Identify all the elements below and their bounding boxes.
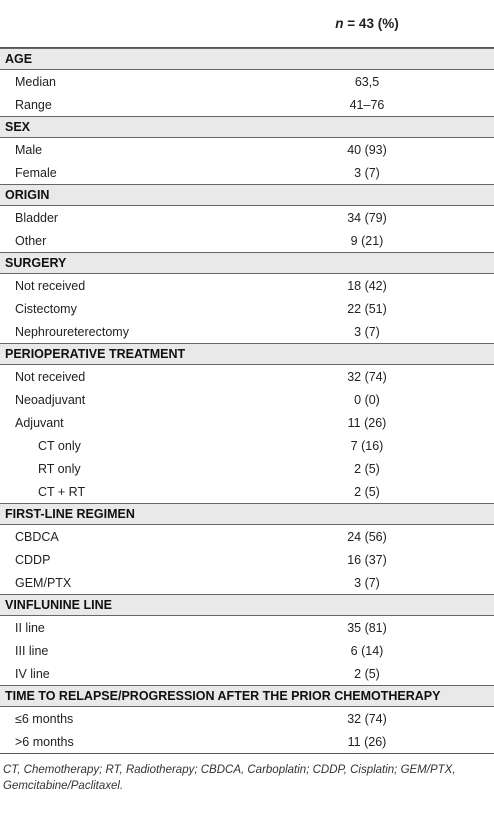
- table-row: [0, 525, 494, 548]
- table-row: [0, 571, 494, 594]
- row-label: Median: [15, 74, 56, 89]
- section-header: AGE: [0, 48, 494, 70]
- row-label: Not received: [15, 369, 86, 384]
- table-row: [0, 320, 494, 343]
- row-label: Cistectomy: [15, 301, 77, 316]
- table-row: [0, 274, 494, 297]
- row-value: 2 (5): [354, 666, 380, 681]
- table-row: [0, 297, 494, 320]
- section-header: PERIOPERATIVE TREATMENT: [0, 343, 494, 365]
- row-value: 11 (26): [347, 415, 387, 430]
- row-value: 16 (37): [347, 552, 387, 567]
- table-row: [0, 707, 494, 730]
- table-row: [0, 93, 494, 116]
- row-label: Range: [15, 97, 52, 112]
- row-label: Other: [15, 233, 47, 248]
- row-value: 22 (51): [347, 301, 387, 316]
- section-header: SEX: [0, 116, 494, 138]
- row-label: Not received: [15, 278, 86, 293]
- table-row: [0, 229, 494, 252]
- row-label: Male: [15, 142, 43, 157]
- row-label: Neoadjuvant: [15, 392, 86, 407]
- row-value: 0 (0): [354, 392, 380, 407]
- table-row: [0, 616, 494, 639]
- section-header: TIME TO RELAPSE/PROGRESSION AFTER THE PRIOR CHEMOTHERAPY: [0, 685, 494, 707]
- row-label: ≤6 months: [15, 711, 74, 726]
- row-value: 32 (74): [347, 711, 387, 726]
- table-row: [0, 206, 494, 229]
- row-label: CDDP: [15, 552, 51, 567]
- row-value: 3 (7): [354, 165, 380, 180]
- row-value: 2 (5): [354, 461, 380, 476]
- row-value: 35 (81): [347, 620, 387, 635]
- row-value: 34 (79): [347, 210, 387, 225]
- header-n-value: = 43 (%): [343, 16, 399, 31]
- row-label: >6 months: [15, 734, 74, 749]
- row-label: RT only: [38, 461, 81, 476]
- row-value: 24 (56): [347, 529, 387, 544]
- table-footnote: CT, Chemotherapy; RT, Radiotherapy; CBDCA, Carboplatin; CDDP, Cisplatin; GEM/PTX, Gemcitabine/Paclitaxel.: [3, 764, 456, 792]
- row-label: Adjuvant: [15, 415, 64, 430]
- row-value: 3 (7): [354, 575, 380, 590]
- row-value: 2 (5): [354, 484, 380, 499]
- table-row: [0, 138, 494, 161]
- row-value: 41–76: [349, 97, 385, 112]
- row-label: GEM/PTX: [15, 575, 72, 590]
- row-value: 3 (7): [354, 324, 380, 339]
- table-row: [0, 161, 494, 184]
- header-sample-size: [240, 16, 494, 31]
- section-header: VINFLUNINE LINE: [0, 594, 494, 616]
- row-value: 40 (93): [347, 142, 387, 157]
- table-row: [0, 70, 494, 93]
- row-label: IV line: [15, 666, 50, 681]
- row-label: Bladder: [15, 210, 59, 225]
- table-row: [0, 457, 494, 480]
- section-header: SURGERY: [0, 252, 494, 274]
- row-label: CT only: [38, 438, 81, 453]
- row-label: Female: [15, 165, 57, 180]
- table-row: [0, 662, 494, 685]
- row-label: III line: [15, 643, 49, 658]
- row-value: 9 (21): [350, 233, 384, 248]
- table-row: [0, 388, 494, 411]
- row-label: II line: [15, 620, 45, 635]
- row-label: Nephroureterectomy: [15, 324, 129, 339]
- table-row: [0, 365, 494, 388]
- table-row: [0, 434, 494, 457]
- row-value: 11 (26): [347, 734, 387, 749]
- row-value: 63,5: [354, 74, 380, 89]
- row-value: 7 (16): [350, 438, 384, 453]
- row-value: 18 (42): [347, 278, 387, 293]
- section-header: FIRST-LINE REGIMEN: [0, 503, 494, 525]
- row-label: CBDCA: [15, 529, 59, 544]
- table-row: [0, 639, 494, 662]
- table-row: [0, 480, 494, 503]
- table-row: [0, 730, 494, 753]
- row-value: 32 (74): [347, 369, 387, 384]
- table-row: [0, 411, 494, 434]
- section-header: ORIGIN: [0, 184, 494, 206]
- row-label: CT + RT: [38, 484, 86, 499]
- header-n-symbol: n: [335, 16, 344, 31]
- table-header: [0, 0, 494, 48]
- row-value: 6 (14): [350, 643, 384, 658]
- table-row: [0, 548, 494, 571]
- table-body: [0, 48, 494, 753]
